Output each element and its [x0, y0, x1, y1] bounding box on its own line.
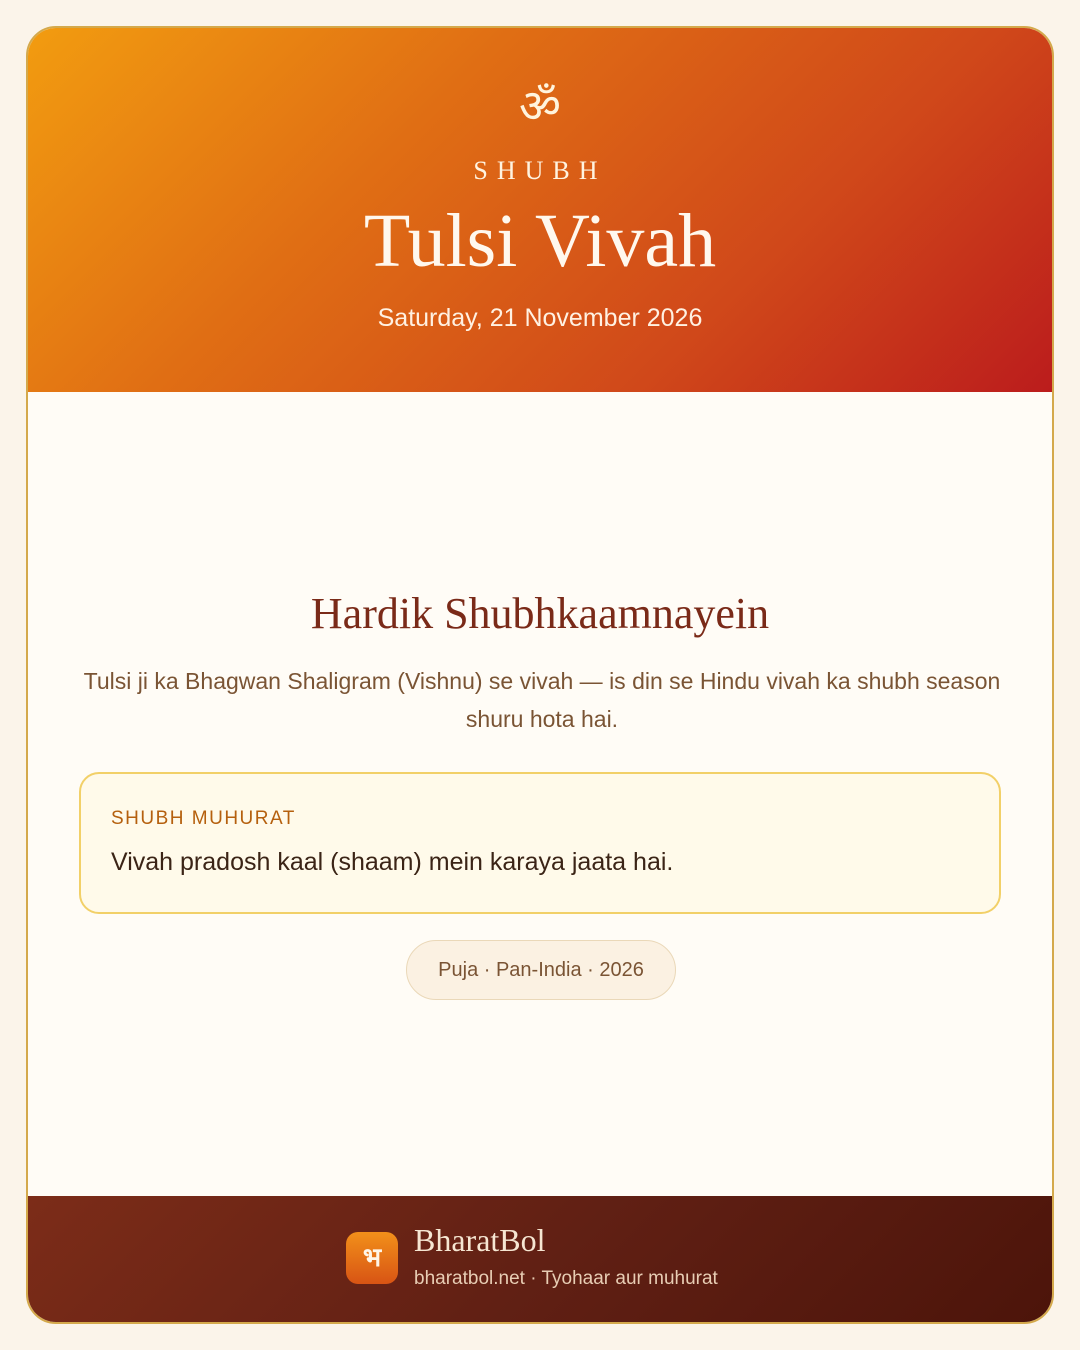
category-tags-pill: Puja · Pan-India · 2026	[406, 940, 676, 1000]
muhurat-text: Vivah pradosh kaal (shaam) mein karaya jaata hai.	[111, 848, 674, 876]
greeting-card	[26, 26, 1054, 1324]
card-body	[28, 392, 1052, 1196]
pretitle: SHUBH	[473, 156, 607, 185]
om-icon: ॐ	[519, 79, 561, 133]
festival-description: Tulsi ji ka Bhagwan Shaligram (Vishnu) se vivah — is din se Hindu vivah ka shubh season shuru hota hai.	[83, 668, 1001, 732]
festival-title: Tulsi Vivah	[363, 199, 717, 283]
greeting-heading: Hardik Shubhkaamnayein	[310, 589, 770, 638]
brand-subtitle: bharatbol.net · Tyohaar aur muhurat	[414, 1268, 718, 1289]
brand-logo-icon: भ	[346, 1232, 398, 1284]
festival-date: Saturday, 21 November 2026	[377, 304, 703, 332]
brand-name: BharatBol	[414, 1222, 546, 1258]
muhurat-box	[79, 772, 1001, 914]
card-header	[28, 28, 1052, 392]
card-footer	[28, 1196, 1052, 1324]
muhurat-label: SHUBH MUHURAT	[111, 808, 296, 829]
